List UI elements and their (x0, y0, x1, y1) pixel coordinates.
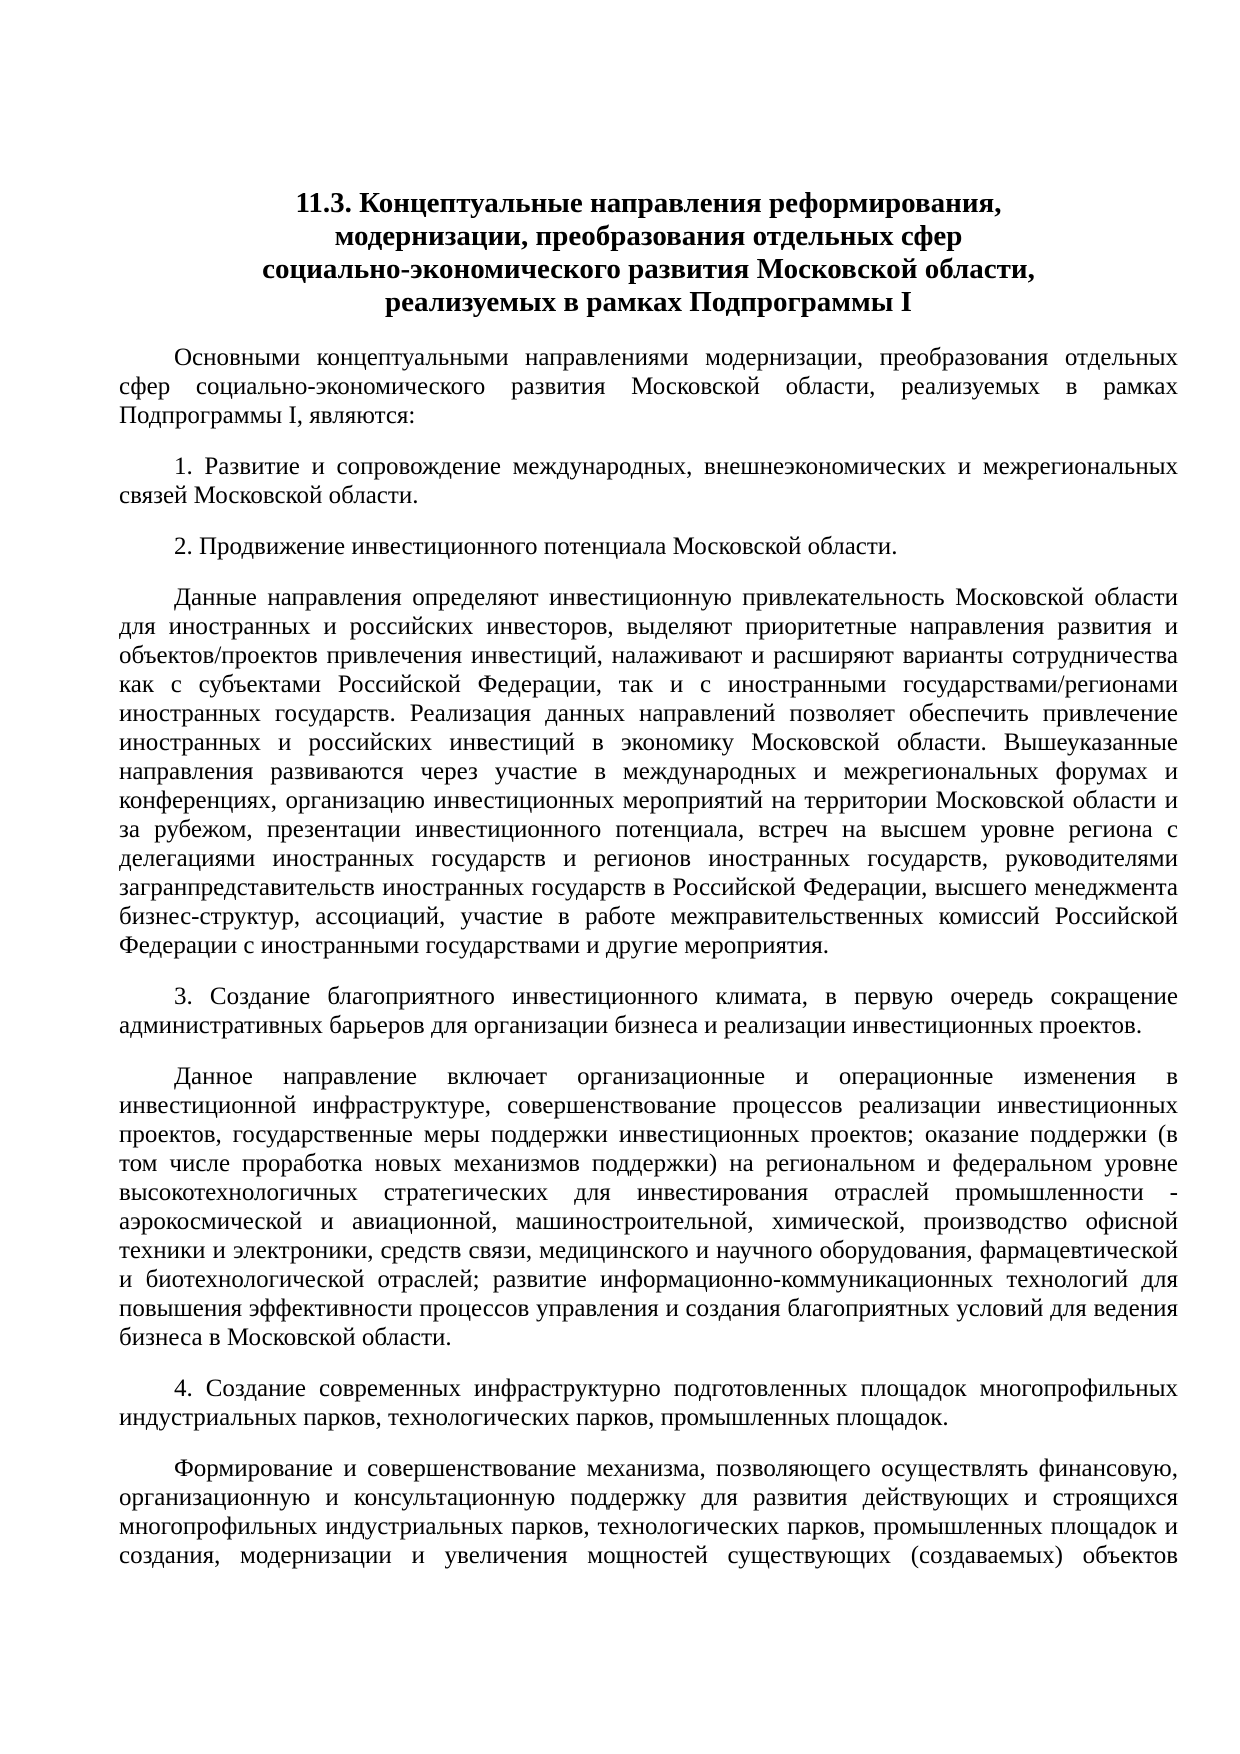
paragraph (119, 452, 1178, 510)
document-body (119, 343, 1178, 1570)
text-line: связей Московской области. (119, 482, 419, 509)
paragraph (119, 1454, 1178, 1570)
text-line: инвестиционной инфраструктуре, совершенствование процессов реализации инвестиционных (119, 1092, 1178, 1119)
text-line: организационную и консультационную поддержку для развития действующих и строящихся (119, 1484, 1178, 1511)
text-line: 4. Создание современных инфраструктурно подготовленных площадок многопрофильных (174, 1375, 1178, 1402)
text-line: направления развиваются через участие в международных и межрегиональных форумах и (119, 758, 1178, 785)
text-line: высокотехнологичных стратегических для инвестирования отраслей промышленности - (119, 1179, 1178, 1206)
paragraph (119, 982, 1178, 1040)
text-line: конференциях, организацию инвестиционных мероприятий на территории Московской области и (119, 787, 1178, 814)
text-line: делегациями иностранных государств и регионов иностранных государств, руководителями (119, 845, 1178, 872)
text-line: и биотехнологической отраслей; развитие информационно-коммуникационных технологий для (119, 1266, 1178, 1293)
text-line: проектов, государственные меры поддержки инвестиционных проектов; оказание поддержки (в (119, 1121, 1178, 1148)
text-line: Данные направления определяют инвестиционную привлекательность Московской области (174, 584, 1178, 611)
text-line: аэрокосмической и авиационной, машиностроительной, химической, производство офисной (119, 1208, 1178, 1235)
text-line: 2. Продвижение инвестиционного потенциала Московской области. (174, 533, 898, 560)
paragraph (119, 343, 1178, 430)
text-line: повышения эффективности процессов управления и создания благоприятных условий для ведения (119, 1295, 1178, 1322)
text-line: бизнес-структур, ассоциаций, участие в работе межправительственных комиссий Российской (119, 903, 1178, 930)
text-line: административных барьеров для организации бизнеса и реализации инвестиционных проектов. (119, 1012, 1143, 1039)
text-line: создания, модернизации и увеличения мощностей существующих (создаваемых) объектов (119, 1542, 1178, 1569)
paragraph (119, 532, 1178, 561)
text-line: многопрофильных индустриальных парков, технологических парков, промышленных площадок и (119, 1513, 1178, 1540)
paragraph (119, 1374, 1178, 1432)
text-line: бизнеса в Московской области. (119, 1324, 452, 1351)
text-line: том числе проработка новых механизмов поддержки) на региональном и федеральном уровне (119, 1150, 1178, 1177)
paragraph (119, 1062, 1178, 1352)
text-line: для иностранных и российских инвесторов, выделяют приоритетные направления развития и (119, 613, 1178, 640)
title-line: модернизации, преобразования отдельных сфер (334, 220, 963, 252)
paragraph (119, 583, 1178, 960)
text-line: Федерации с иностранными государствами и другие мероприятия. (119, 932, 829, 959)
text-line: 3. Создание благоприятного инвестиционного климата, в первую очередь сокращение (174, 983, 1178, 1010)
document-page (119, 187, 1178, 1592)
text-line: иностранных государств. Реализация данных направлений позволяет обеспечить привлечение (119, 700, 1178, 727)
text-line: за рубежом, презентации инвестиционного потенциала, встреч на высшем уровне региона с (119, 816, 1178, 843)
text-line: индустриальных парков, технологических парков, промышленных площадок. (119, 1404, 949, 1431)
text-line: как с субъектами Российской Федерации, так и с иностранными государствами/регионами (119, 671, 1178, 698)
section-title (119, 187, 1178, 319)
title-line: социально-экономического развития Московской области, (262, 253, 1035, 285)
text-line: иностранных и российских инвестиций в экономику Московской области. Вышеуказанные (119, 729, 1178, 756)
text-line: Подпрограммы I, являются: (119, 402, 416, 429)
text-line: техники и электроники, средств связи, медицинского и научного оборудования, фармацевтической (119, 1237, 1178, 1264)
text-line: Данное направление включает организационные и операционные изменения в (174, 1063, 1178, 1090)
title-line: 11.3. Концептуальные направления реформирования, (295, 187, 1002, 219)
title-line: реализуемых в рамках Подпрограммы I (385, 286, 912, 318)
text-line: 1. Развитие и сопровождение международных, внешнеэкономических и межрегиональных (174, 453, 1178, 480)
text-line: сфер социально-экономического развития Московской области, реализуемых в рамках (119, 373, 1178, 400)
text-line: объектов/проектов привлечения инвестиций, налаживают и расширяют варианты сотрудничества (119, 642, 1178, 669)
text-line: загранпредставительств иностранных государств в Российской Федерации, высшего менеджмента (119, 874, 1178, 901)
text-line: Основными концептуальными направлениями модернизации, преобразования отдельных (174, 344, 1178, 371)
text-line: Формирование и совершенствование механизма, позволяющего осуществлять финансовую, (174, 1455, 1178, 1482)
